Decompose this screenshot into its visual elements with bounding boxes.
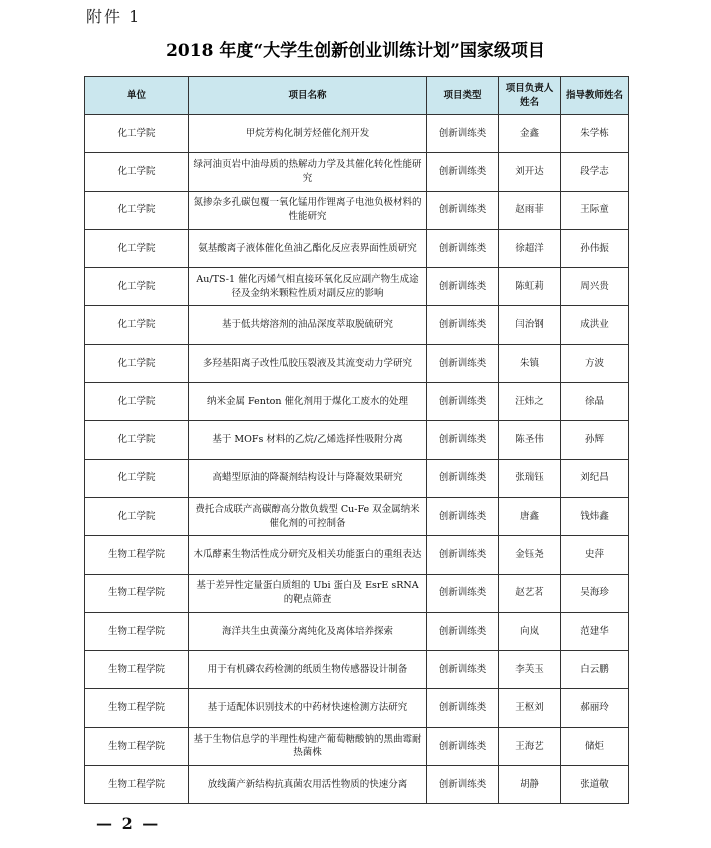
cell-unit: 化工学院 (85, 153, 189, 191)
cell-project-name: 基于差异性定量蛋白质组的 Ubi 蛋白及 EsrE sRNA 的靶点筛查 (189, 574, 427, 612)
cell-leader: 金鑫 (499, 115, 561, 153)
cell-unit: 生物工程学院 (85, 651, 189, 689)
table-row (85, 421, 629, 459)
table-row (85, 612, 629, 650)
table-row (85, 306, 629, 344)
cell-project-type: 创新训练类 (427, 268, 499, 306)
table-row (85, 536, 629, 574)
table-row (85, 766, 629, 804)
cell-leader: 陈圣伟 (499, 421, 561, 459)
cell-project-name: 用于有机磷农药检测的纸质生物传感器设计制备 (189, 651, 427, 689)
cell-project-type: 创新训练类 (427, 191, 499, 229)
projects-table (84, 76, 629, 804)
cell-unit: 化工学院 (85, 229, 189, 267)
cell-unit: 生物工程学院 (85, 766, 189, 804)
table-row (85, 689, 629, 727)
cell-unit: 化工学院 (85, 344, 189, 382)
col-header-advisor: 指导教师姓名 (561, 77, 629, 115)
attachment-label: 附件 1 (86, 7, 142, 26)
cell-leader: 陈虹莉 (499, 268, 561, 306)
cell-advisor: 刘纪昌 (561, 459, 629, 497)
cell-leader: 朱镇 (499, 344, 561, 382)
cell-project-name: 基于适配体识别技术的中药材快速检测方法研究 (189, 689, 427, 727)
cell-project-type: 创新训练类 (427, 153, 499, 191)
cell-leader: 刘开达 (499, 153, 561, 191)
col-header-unit: 单位 (85, 77, 189, 115)
cell-leader: 张瑞钰 (499, 459, 561, 497)
cell-advisor: 段学志 (561, 153, 629, 191)
cell-project-type: 创新训练类 (427, 651, 499, 689)
table-row (85, 383, 629, 421)
cell-unit: 生物工程学院 (85, 612, 189, 650)
cell-project-name: 费托合成联产高碳醇高分散负载型 Cu-Fe 双金属纳米催化剂的可控制备 (189, 497, 427, 535)
cell-project-name: 氮掺杂多孔碳包覆一氧化锰用作锂离子电池负极材料的性能研究 (189, 191, 427, 229)
cell-leader: 李芙玉 (499, 651, 561, 689)
cell-project-type: 创新训练类 (427, 689, 499, 727)
cell-project-name: 高蜡型原油的降凝剂结构设计与降凝效果研究 (189, 459, 427, 497)
cell-leader: 向岚 (499, 612, 561, 650)
cell-unit: 生物工程学院 (85, 574, 189, 612)
cell-advisor: 范建华 (561, 612, 629, 650)
cell-leader: 徐超洋 (499, 229, 561, 267)
cell-leader: 闫治钢 (499, 306, 561, 344)
table-row (85, 153, 629, 191)
page-number: — 2 — (96, 814, 161, 833)
cell-unit: 生物工程学院 (85, 727, 189, 765)
cell-project-type: 创新训练类 (427, 766, 499, 804)
cell-leader: 赵雨菲 (499, 191, 561, 229)
cell-advisor: 张道敬 (561, 766, 629, 804)
cell-leader: 唐鑫 (499, 497, 561, 535)
cell-project-name: 甲烷芳构化制芳烃催化剂开发 (189, 115, 427, 153)
cell-advisor: 徐晶 (561, 383, 629, 421)
cell-project-name: 基于生物信息学的半理性构建产葡萄糖酸钠的黑曲霉耐热菌株 (189, 727, 427, 765)
cell-project-name: 基于 MOFs 材料的乙烷/乙烯选择性吸附分离 (189, 421, 427, 459)
col-header-project-name: 项目名称 (189, 77, 427, 115)
cell-project-type: 创新训练类 (427, 459, 499, 497)
cell-leader: 金钰尧 (499, 536, 561, 574)
cell-advisor: 郝丽玲 (561, 689, 629, 727)
cell-advisor: 孙伟振 (561, 229, 629, 267)
cell-unit: 化工学院 (85, 383, 189, 421)
table-row (85, 268, 629, 306)
cell-leader: 汪炜之 (499, 383, 561, 421)
cell-project-type: 创新训练类 (427, 115, 499, 153)
cell-project-type: 创新训练类 (427, 536, 499, 574)
cell-leader: 王海艺 (499, 727, 561, 765)
cell-advisor: 钱炜鑫 (561, 497, 629, 535)
cell-unit: 化工学院 (85, 115, 189, 153)
cell-unit: 生物工程学院 (85, 536, 189, 574)
cell-project-name: 基于低共熔溶剂的油品深度萃取脱硫研究 (189, 306, 427, 344)
cell-unit: 化工学院 (85, 497, 189, 535)
cell-advisor: 周兴贵 (561, 268, 629, 306)
cell-project-type: 创新训练类 (427, 421, 499, 459)
cell-leader: 赵艺茗 (499, 574, 561, 612)
cell-unit: 化工学院 (85, 268, 189, 306)
cell-advisor: 王际童 (561, 191, 629, 229)
table-row (85, 497, 629, 535)
cell-leader: 胡静 (499, 766, 561, 804)
cell-project-name: 海洋共生虫黄藻分离纯化及离体培养探索 (189, 612, 427, 650)
table-header-row (85, 77, 629, 115)
table-row (85, 574, 629, 612)
document-title: 2018 年度“大学生创新创业训练计划”国家级项目 (166, 41, 545, 61)
table-row (85, 344, 629, 382)
cell-advisor: 史萍 (561, 536, 629, 574)
cell-project-type: 创新训练类 (427, 229, 499, 267)
cell-advisor: 孙辉 (561, 421, 629, 459)
cell-project-name: 放线菌产新结构抗真菌农用活性物质的快速分离 (189, 766, 427, 804)
cell-project-type: 创新训练类 (427, 612, 499, 650)
col-header-leader: 项目负责人姓名 (499, 77, 561, 115)
cell-project-type: 创新训练类 (427, 383, 499, 421)
table-row (85, 459, 629, 497)
cell-project-name: 多羟基阳离子改性瓜胶压裂液及其流变动力学研究 (189, 344, 427, 382)
cell-unit: 生物工程学院 (85, 689, 189, 727)
table-row (85, 651, 629, 689)
cell-project-name: 氨基酸离子液体催化鱼油乙酯化反应表界面性质研究 (189, 229, 427, 267)
cell-advisor: 方波 (561, 344, 629, 382)
cell-unit: 化工学院 (85, 421, 189, 459)
cell-project-type: 创新训练类 (427, 497, 499, 535)
table-row (85, 229, 629, 267)
table-body (85, 115, 629, 804)
cell-project-name: 纳米金属 Fenton 催化剂用于煤化工废水的处理 (189, 383, 427, 421)
table-row (85, 115, 629, 153)
cell-advisor: 白云鹏 (561, 651, 629, 689)
cell-advisor: 吴海珍 (561, 574, 629, 612)
table-row (85, 191, 629, 229)
cell-unit: 化工学院 (85, 191, 189, 229)
cell-leader: 王枢刘 (499, 689, 561, 727)
cell-advisor: 朱学栋 (561, 115, 629, 153)
cell-unit: 化工学院 (85, 306, 189, 344)
table-row (85, 727, 629, 765)
cell-advisor: 储炬 (561, 727, 629, 765)
cell-unit: 化工学院 (85, 459, 189, 497)
cell-advisor: 成洪业 (561, 306, 629, 344)
cell-project-type: 创新训练类 (427, 574, 499, 612)
cell-project-name: 绿河油页岩中油母质的热解动力学及其催化转化性能研究 (189, 153, 427, 191)
cell-project-name: Au/TS-1 催化丙烯气相直接环氧化反应副产物生成途径及金纳米颗粒性质对副反应的影响 (189, 268, 427, 306)
col-header-project-type: 项目类型 (427, 77, 499, 115)
cell-project-name: 木瓜酵素生物活性成分研究及相关功能蛋白的重组表达 (189, 536, 427, 574)
cell-project-type: 创新训练类 (427, 344, 499, 382)
cell-project-type: 创新训练类 (427, 727, 499, 765)
cell-project-type: 创新训练类 (427, 306, 499, 344)
